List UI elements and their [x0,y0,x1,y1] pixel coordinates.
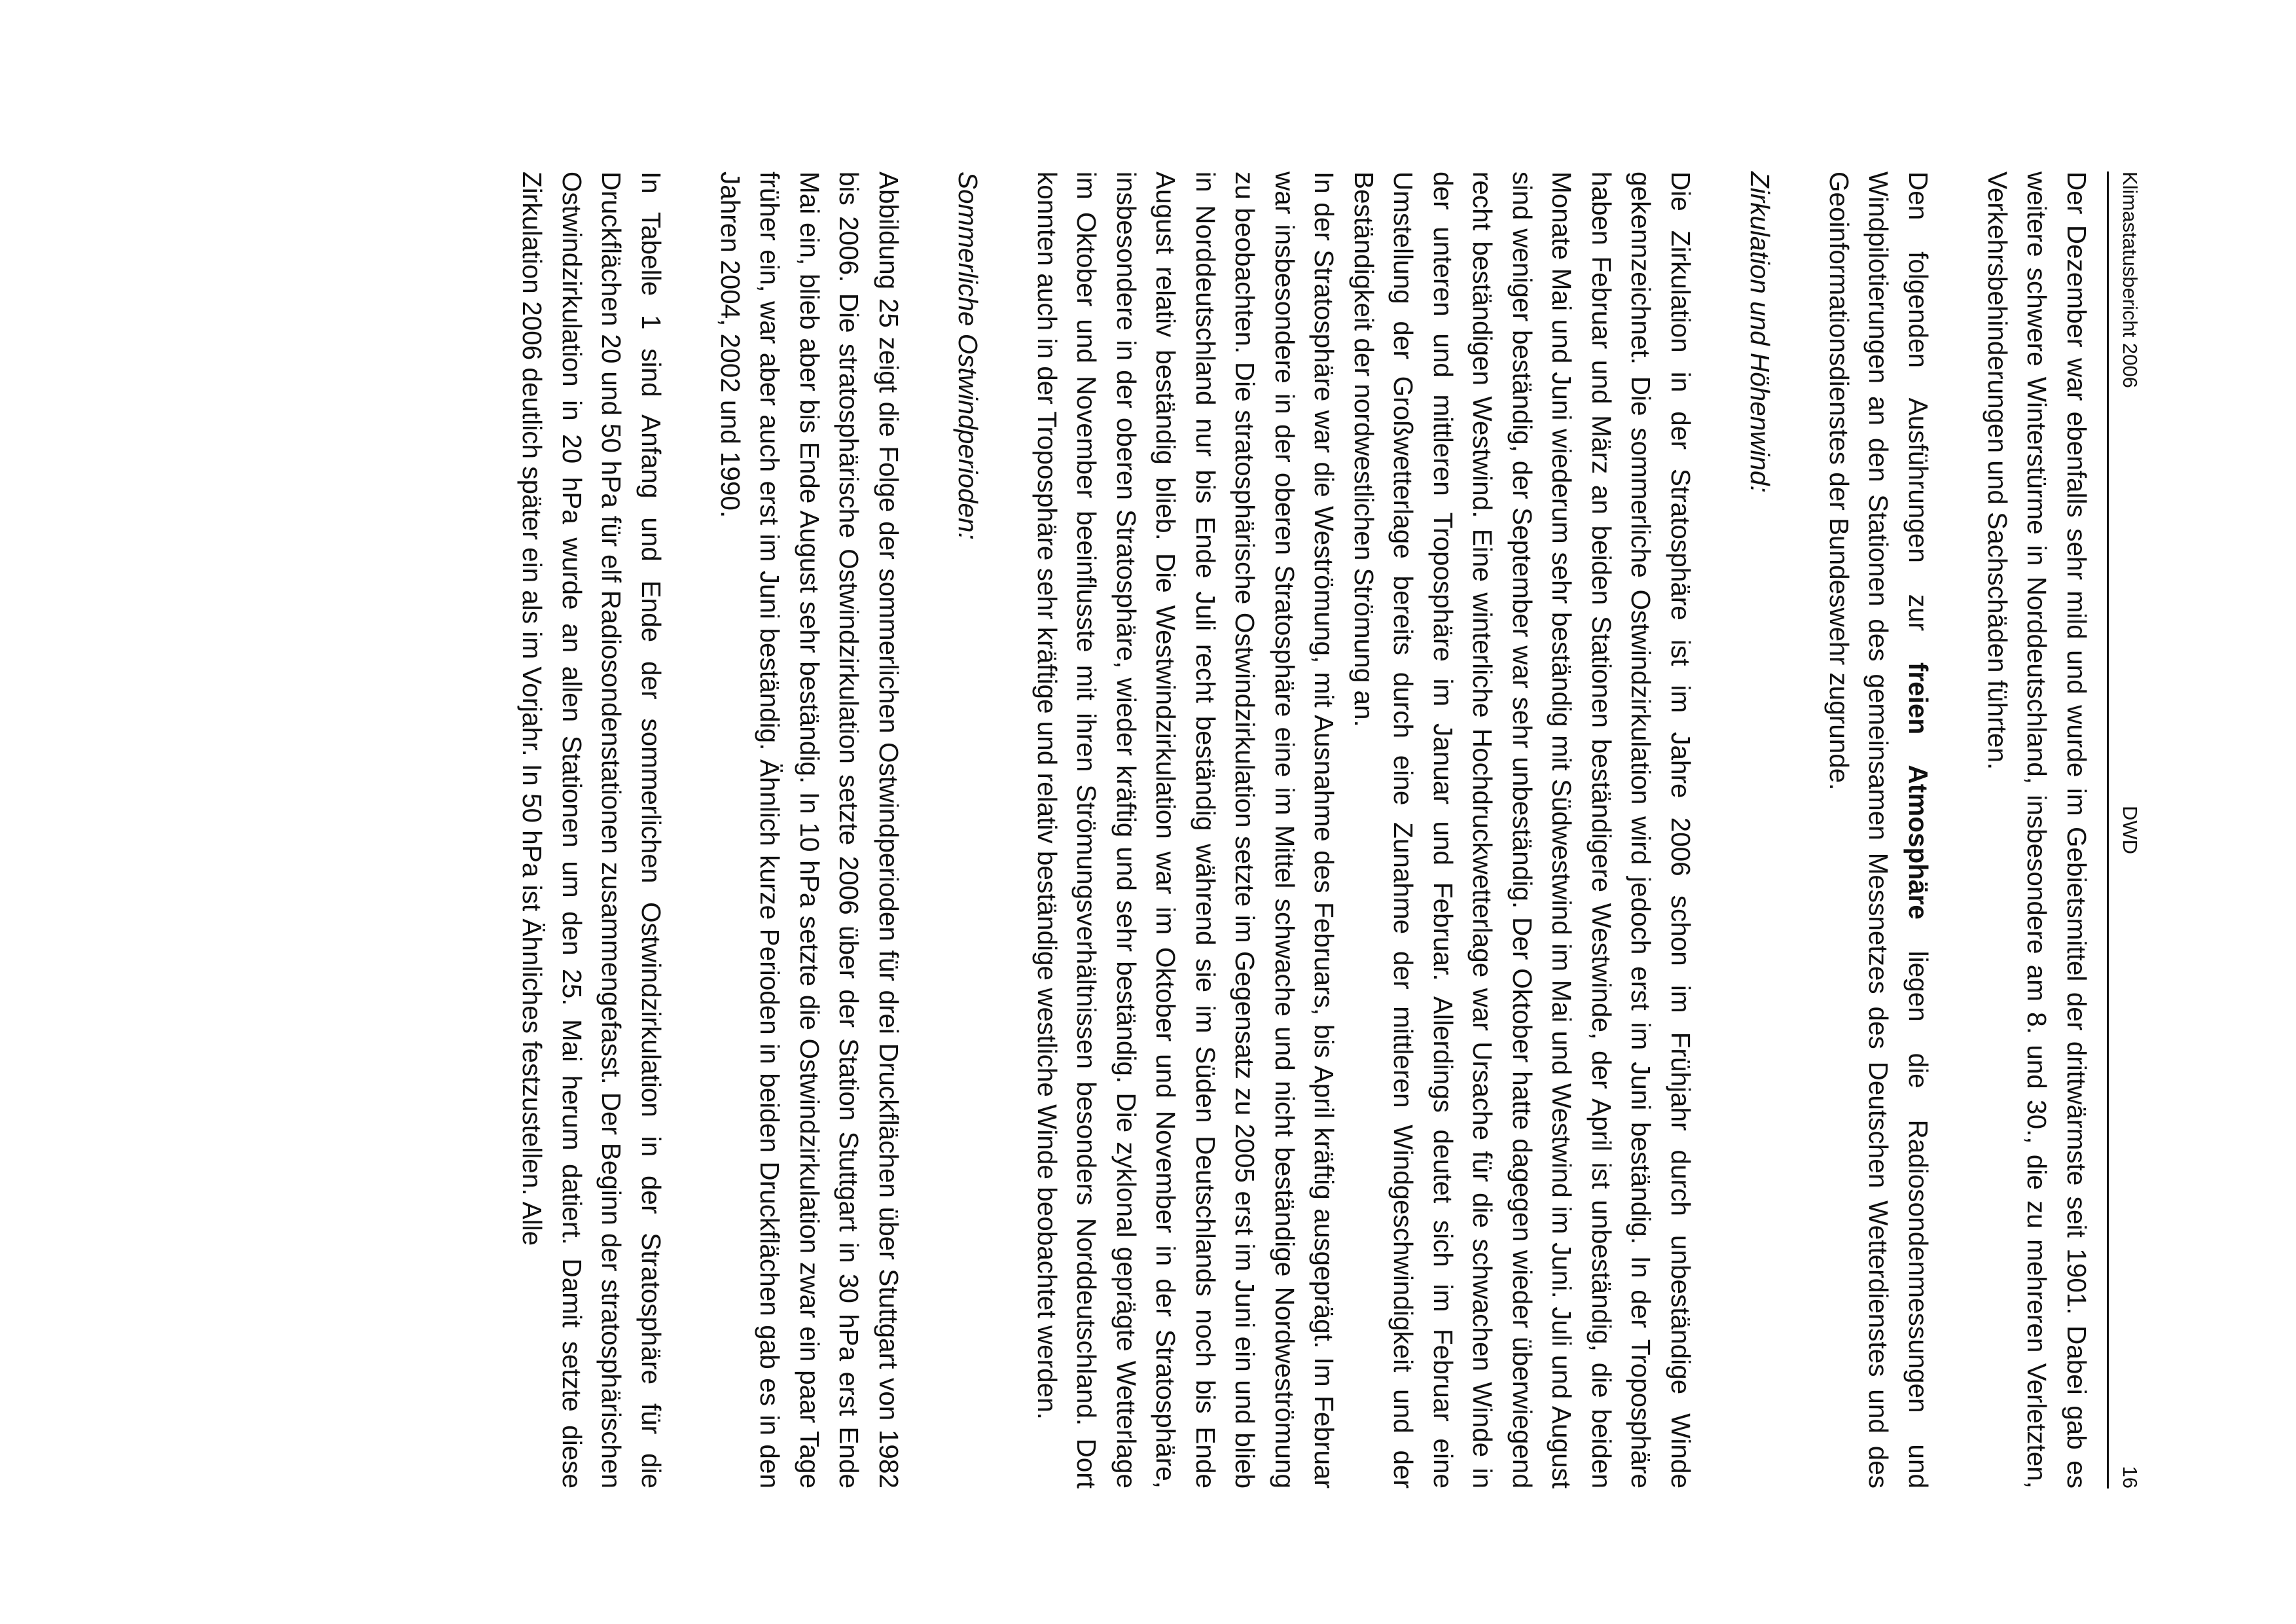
bold-term: freien Atmosphäre [1903,662,1933,920]
header-publisher: DWD [2119,805,2142,855]
paragraph-gap [671,171,711,1489]
paragraph-stratosphere: In der Stratosphäre war die Weströmung, mit Ausnahme des Februars, bis April kräftig ausgeprägt. Im Februar war insbesondere in der oberen Stratosphäre eine im Mittel schwache und nicht beständige Nordweströmung zu beobachten. Die stratosphärische Ostwindzirkulation setzte im Gegensatz zu 2005 erst im Juni ein und blieb in Norddeutschland nur bis Ende Juli recht beständig während sie im Süden Deutschlands noch bis Ende August relativ beständig blieb. Die Westwindzirkulation war im Oktober und November in der Stratosphäre, insbesondere in der oberen Stratosphäre, wieder kräftig und sehr beständig. Die zyklonal geprägte Wetterlage im Oktober und November beeinflusste mit ihren Strömungsverhältnissen besonders Norddeutschland. Dort konnten auch in der Troposphäre sehr kräftige und relativ beständige westliche Winde beobachtet werden. [1032,171,1340,1489]
header-report-title: Klimastatusbericht 2006 [2119,171,2142,388]
paragraph-text: Den folgenden Ausführungen zur [1903,171,1933,662]
paragraph-figure-25: Abbildung 25 zeigt die Folge der sommerlichen Ostwindperioden für drei Druckflächen über Stuttgart von 1982 bis 2006. Die stratosphärische Ostwindzirkulation setzte 2006 über der Station Stuttgart in 30 hPa erst Ende Mai ein, blieb aber bis Ende August sehr beständig. In 10 hPa setzte die Ostwindzirkulation zwar ein paar Tage früher ein, war aber auch erst im Juni beständig. Ähnlich kurze Perioden in beiden Druckflächen gab es in den Jahren 2004, 2002 und 1990. [715,171,904,1489]
paragraph-free-atmosphere [1820,171,1939,1489]
paragraph-gap [1938,171,1978,1489]
header-page-number: 16 [2119,1466,2142,1489]
paragraph-gap [908,171,948,1489]
paragraph-circulation: Die Zirkulation in der Stratosphäre ist im Jahre 2006 schon im Frühjahr durch unbeständige Winde gekennzeichnet. Die sommerliche Ostwindzirkulation wird jedoch erst im Juni beständig. In der Troposphäre haben Februar und März an beiden Stationen beständigere Westwinde, der April ist unbeständig, die beiden Monate Mai und Juni wiederum sehr beständig mit Südwestwind im Mai und Westwind im Juni. Juli und August sind weniger beständig, der September war sehr unbeständig. Der Oktober hatte dagegen wieder überwiegend recht beständigen Westwind. Eine winterliche Hochdruckwetterlage war Ursache für die schwachen Winde in der unteren und mittleren Troposphäre im Januar und Februar. Allerdings deutet sich im Februar eine Umstellung der Großwetterlage bereits durch eine Zunahme der mittleren Windgeschwindigkeit und der Beständigkeit der nordwestlichen Strömung an. [1349,171,1696,1489]
section-heading-east-wind: Sommerliche Ostwindperioden: [953,171,983,540]
body-text [512,171,2096,1489]
paragraph-table-1: In Tabelle 1 sind Anfang und Ende der sommerlichen Ostwindzirkulation in der Stratosphäre für die Druckflächen 20 und 50 hPa für elf Radiosondenstationen zusammengefasst. Der Beginn der stratosphärischen Ostwindzirkulation in 20 hPa wurde an allen Stationen um den 25. Mai herum datiert. Damit setzte diese Zirkulation 2006 deutlich später ein als im Vorjahr. In 50 hPa ist Ähnliches festzustellen. Alle [517,171,666,1489]
paragraph-gap [1780,171,1820,1489]
paragraph-text: liegen die Radiosondenmessungen und Windpilotierungen an den Stationen des gemeinsamen Messnetzes des Deutschen Wetterdienstes und des Geoinformationsdienstes der Bundeswehr zugrunde. [1824,171,1933,1489]
section-heading-circulation: Zirkulation und Höhenwind: [1745,171,1775,493]
paragraph-gap [988,171,1028,1489]
page-header [2107,171,2160,1489]
paragraph-gap [1700,171,1740,1489]
paragraph-december: Der Dezember war ebenfalls sehr mild und wurde im Gebietsmittel der drittwärmste seit 1901. Dabei gab es weitere schwere Winterstürme in Norddeutschland, insbesondere am 8. und 30., die zu mehreren Verletzten, Verkehrsbehinderungen und Sachschäden führten. [1982,171,2092,1489]
